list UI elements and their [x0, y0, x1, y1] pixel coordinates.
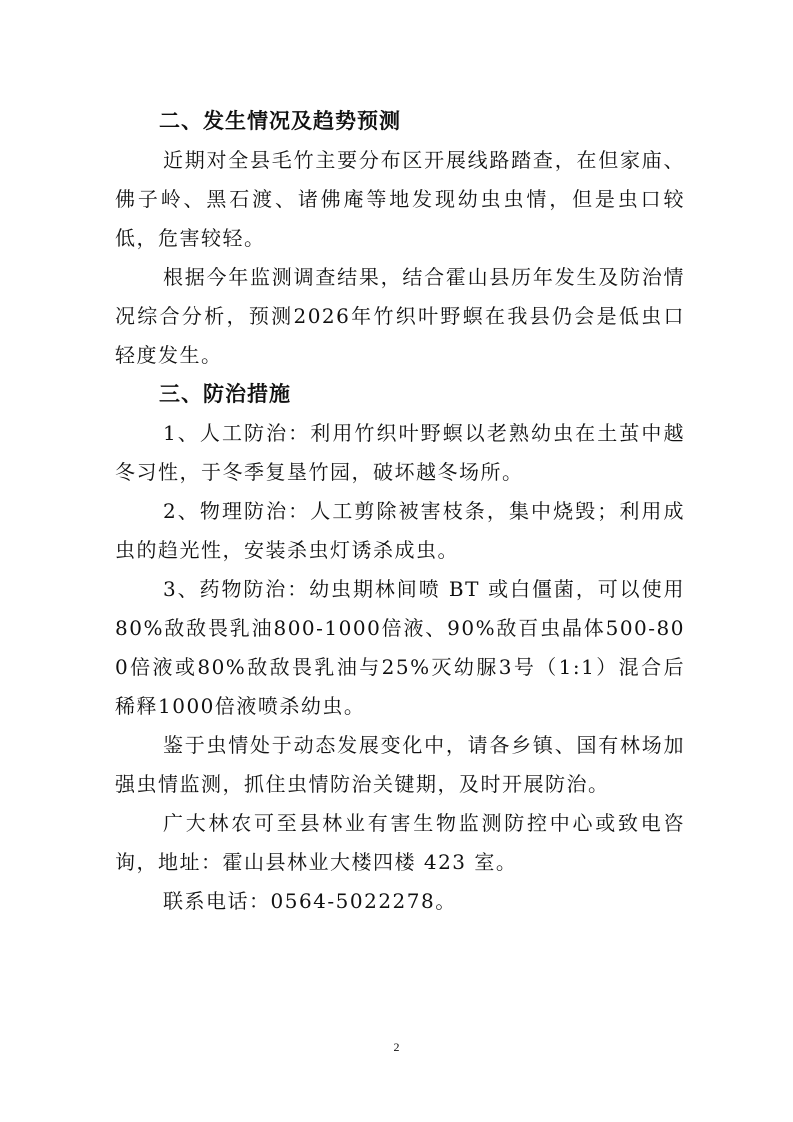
paragraph-chemical-control: 3、药物防治：幼虫期林间喷 BT 或白僵菌，可以使用80%敌敌畏乳油800-1000倍液、90%敌百虫晶体500-800倍液或80%敌敌畏乳油与25%灭幼脲3号（1:1）混合后稀释1000倍液喷杀幼虫。 [115, 577, 685, 718]
paragraph-forecast: 根据今年监测调查结果，结合霍山县历年发生及防治情况综合分析，预测2026年竹织叶野螟在我县仍会是低虫口轻度发生。 [115, 265, 685, 367]
paragraph-monitoring-notice: 鉴于虫情处于动态发展变化中，请各乡镇、国有林场加强虫情监测，抓住虫情防治关键期，及时开展防治。 [115, 733, 685, 796]
document-body [115, 102, 685, 921]
page-number: 2 [393, 1040, 400, 1054]
paragraph-survey: 近期对全县毛竹主要分布区开展线路踏查，在但家庙、佛子岭、黑石渡、诸佛庵等地发现幼虫虫情，但是虫口较低，危害较轻。 [115, 148, 685, 250]
paragraph-consultation: 广大林农可至县林业有害生物监测防控中心或致电咨询，地址：霍山县林业大楼四楼 423 室。 [115, 811, 685, 874]
paragraph-physical-control: 2、物理防治：人工剪除被害枝条，集中烧毁；利用成虫的趋光性，安装杀虫灯诱杀成虫。 [115, 499, 685, 562]
paragraph-contact-phone: 联系电话：0564-5022278。 [163, 889, 457, 913]
section-heading-control: 三、防治措施 [159, 382, 291, 406]
section-heading-occurrence: 二、发生情况及趋势预测 [159, 109, 401, 133]
paragraph-manual-control: 1、人工防治：利用竹织叶野螟以老熟幼虫在土茧中越冬习性，于冬季复垦竹园，破坏越冬场所。 [115, 421, 685, 484]
